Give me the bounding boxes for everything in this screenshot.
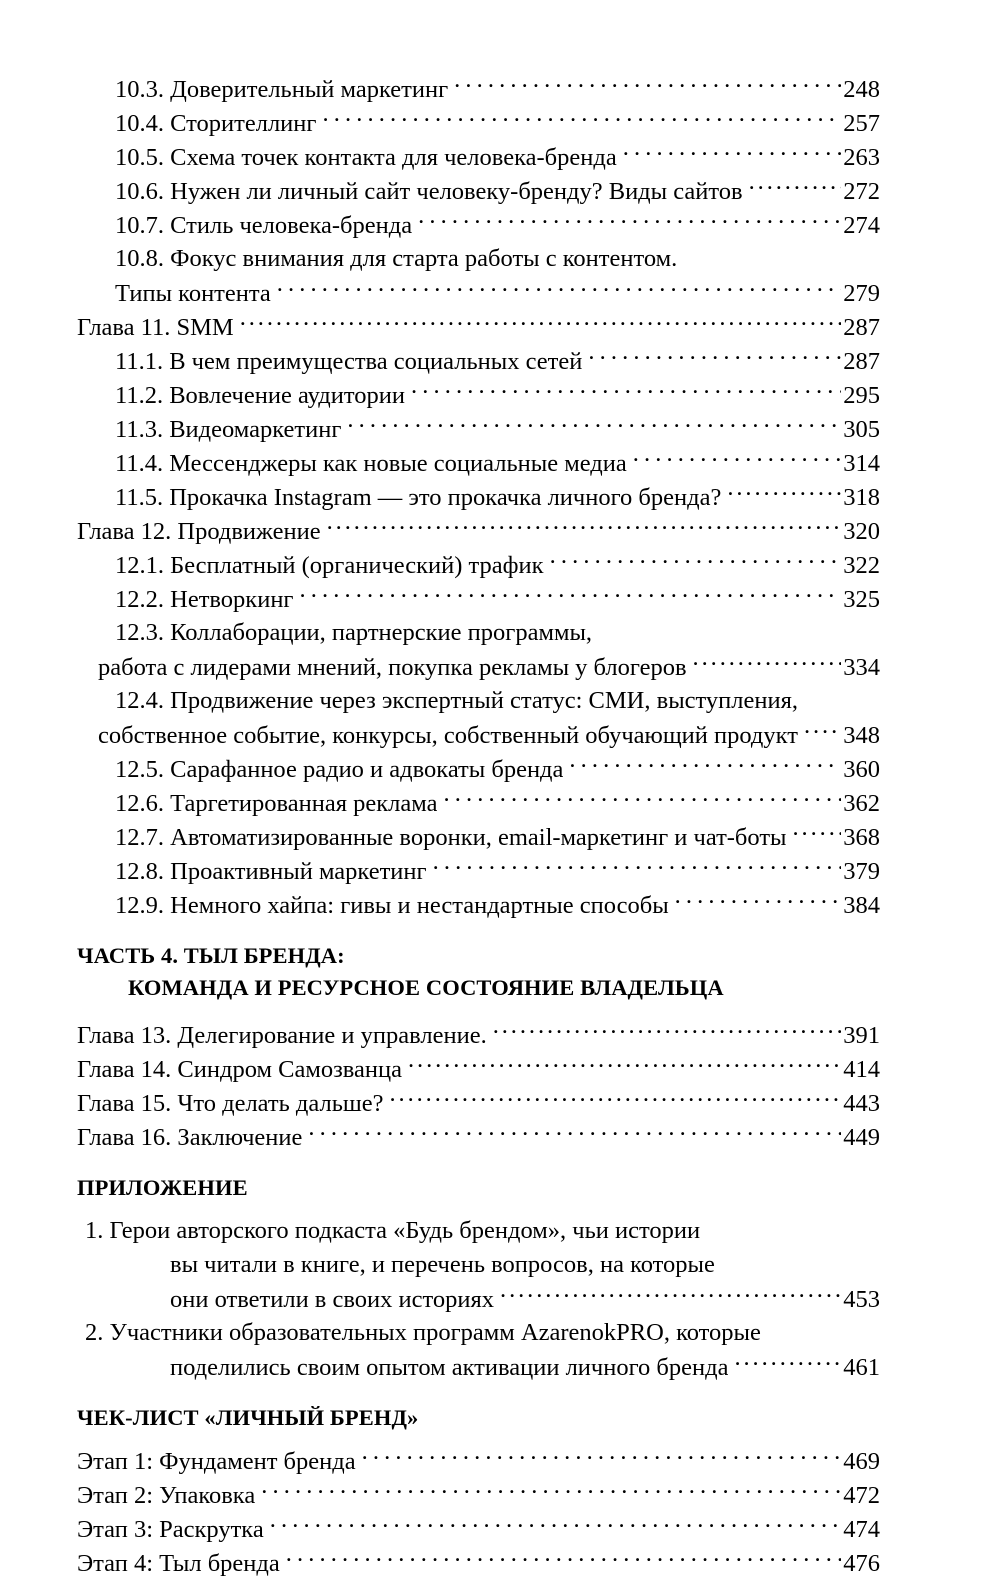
- dot-leader: [804, 718, 841, 743]
- toc-chapter-title: Глава 11. SMM: [77, 313, 234, 341]
- appendix-item-title: поделились своим опытом активации личного бренда: [170, 1353, 729, 1381]
- toc-entry[interactable]: [115, 446, 880, 480]
- toc-entry-title: 11.4. Мессенджеры как новые социальные медиа: [115, 449, 627, 477]
- toc-group-chapter-12: [0, 514, 1000, 922]
- checklist-item-title: Этап 2: Упаковка: [77, 1481, 256, 1509]
- dot-leader: [443, 786, 841, 811]
- toc-chapter-title: Глава 15. Что делать дальше?: [77, 1089, 384, 1117]
- toc-entry-page: 263: [843, 143, 880, 171]
- toc-entry[interactable]: [115, 344, 880, 378]
- toc-entry-title: 10.7. Стиль человека-бренда: [115, 211, 413, 239]
- toc-entry-page: 257: [843, 109, 880, 137]
- dot-leader: [240, 310, 842, 335]
- toc-entry-page: 305: [843, 415, 880, 443]
- toc-entry-page: 360: [843, 755, 880, 783]
- toc-entry-page: 368: [843, 823, 880, 851]
- toc-entry-title: 11.2. Вовлечение аудитории: [115, 381, 405, 409]
- toc-chapter-page: 414: [843, 1055, 880, 1083]
- toc-entry-title: 12.5. Сарафанное радио и адвокаты бренда: [115, 755, 564, 783]
- checklist-item-page: 476: [843, 1549, 880, 1577]
- toc-entry-title: 12.2. Нетворкинг: [115, 585, 294, 613]
- checklist-item-page: 469: [843, 1447, 880, 1475]
- toc-chapter-page: 391: [843, 1021, 880, 1049]
- toc-entry-title: 10.4. Сторителлинг: [115, 109, 317, 137]
- toc-chapter-heading[interactable]: [77, 1052, 880, 1086]
- checklist-item-title: Этап 1: Фундамент бренда: [77, 1447, 356, 1475]
- toc-entry[interactable]: [115, 106, 880, 140]
- appendix-item-line[interactable]: 2. Участники образовательных программ AzarenokPRO, которые: [85, 1319, 761, 1346]
- toc-entry-title: 10.6. Нужен ли личный сайт человеку-бренду? Виды сайтов: [115, 177, 743, 205]
- dot-leader: [793, 820, 842, 845]
- dot-leader: [277, 276, 841, 301]
- appendix-item-title: они ответили в своих историях: [170, 1285, 495, 1313]
- toc-entry-page: 318: [843, 483, 880, 511]
- appendix-item-page: 461: [843, 1353, 880, 1381]
- toc-chapter-title: Глава 16. Заключение: [77, 1123, 303, 1151]
- checklist-heading: ЧЕК-ЛИСТ «ЛИЧНЫЙ БРЕНД»: [77, 1405, 419, 1430]
- dot-leader: [286, 1546, 842, 1571]
- toc-entry-title: 12.6. Таргетированная реклама: [115, 789, 438, 817]
- checklist-section: [0, 1402, 1000, 1580]
- dot-leader: [727, 480, 841, 505]
- toc-entry-title: 11.1. В чем преимущества социальных сетей: [115, 347, 583, 375]
- toc-entry[interactable]: [115, 752, 880, 786]
- toc-chapter-page: 443: [843, 1089, 880, 1117]
- checklist-item-page: 474: [843, 1515, 880, 1543]
- toc-chapter-page: 449: [843, 1123, 880, 1151]
- appendix-section: [0, 1172, 1000, 1384]
- toc-chapter-heading[interactable]: [77, 1018, 880, 1052]
- toc-chapter-title: Глава 13. Делегирование и управление.: [77, 1021, 487, 1049]
- toc-entry-title: 12.7. Автоматизированные воронки, email-маркетинг и чат-боты: [115, 823, 787, 851]
- toc-entry[interactable]: [115, 820, 880, 854]
- dot-leader: [693, 650, 842, 675]
- toc-entry-page: 325: [843, 585, 880, 613]
- part-4-heading-line-2: КОМАНДА И РЕСУРСНОЕ СОСТОЯНИЕ ВЛАДЕЛЬЦА: [128, 975, 724, 1000]
- toc-chapter-heading[interactable]: [77, 1086, 880, 1120]
- dot-leader: [270, 1512, 842, 1537]
- dot-leader: [569, 752, 841, 777]
- toc-chapter-heading[interactable]: [77, 1120, 880, 1154]
- toc-chapter-title: Глава 12. Продвижение: [77, 517, 321, 545]
- toc-entry[interactable]: [115, 276, 880, 310]
- toc-entry-page: 295: [843, 381, 880, 409]
- checklist-item[interactable]: [77, 1444, 880, 1478]
- toc-entry[interactable]: [98, 718, 880, 752]
- toc-entry-page: 274: [843, 211, 880, 239]
- checklist-item-title: Этап 4: Тыл бренда: [77, 1549, 280, 1577]
- toc-entry-page: 334: [843, 653, 880, 681]
- dot-leader: [493, 1018, 842, 1043]
- toc-entry[interactable]: [98, 650, 880, 684]
- toc-entry[interactable]: [115, 480, 880, 514]
- toc-entry[interactable]: [115, 888, 880, 922]
- checklist-item-title: Этап 3: Раскрутка: [77, 1515, 264, 1543]
- toc-entry[interactable]: [115, 786, 880, 820]
- dot-leader: [588, 344, 841, 369]
- dot-leader: [308, 1120, 841, 1145]
- toc-chapter-heading[interactable]: [77, 514, 880, 548]
- dot-leader: [454, 72, 841, 97]
- dot-leader: [675, 888, 842, 913]
- checklist-item[interactable]: [77, 1478, 880, 1512]
- dot-leader: [327, 514, 842, 539]
- toc-chapter-page: 320: [843, 517, 880, 545]
- toc-entry-title: 10.5. Схема точек контакта для человека-бренда: [115, 143, 617, 171]
- toc-entry-continued[interactable]: 10.8. Фокус внимания для старта работы с контентом.: [115, 245, 678, 272]
- dot-leader: [408, 1052, 841, 1077]
- toc-entry-page: 279: [843, 279, 880, 307]
- toc-entry[interactable]: [115, 378, 880, 412]
- checklist-item[interactable]: [77, 1546, 880, 1580]
- appendix-item-line[interactable]: 1. Герои авторского подкаста «Будь брендом», чьи истории: [85, 1217, 701, 1244]
- toc-entry[interactable]: [115, 208, 880, 242]
- dot-leader: [322, 106, 841, 131]
- toc-entry[interactable]: [115, 140, 880, 174]
- dot-leader: [389, 1086, 841, 1111]
- toc-entry-page: 287: [843, 347, 880, 375]
- toc-entry-page: 348: [843, 721, 880, 749]
- toc-entry-page: 272: [843, 177, 880, 205]
- checklist-item[interactable]: [77, 1512, 880, 1546]
- toc-entry-title: Типы контента: [115, 279, 271, 307]
- toc-entry-page: 322: [843, 551, 880, 579]
- toc-entry-continued[interactable]: 12.3. Коллаборации, партнерские программы,: [115, 619, 593, 646]
- toc-chapter-title: Глава 14. Синдром Самозванца: [77, 1055, 402, 1083]
- toc-chapter-heading[interactable]: [77, 310, 880, 344]
- toc-entry-title: 10.3. Доверительный маркетинг: [115, 75, 449, 103]
- toc-entry-page: 379: [843, 857, 880, 885]
- toc-body: [0, 72, 1000, 1580]
- toc-entry-page: 248: [843, 75, 880, 103]
- toc-entry[interactable]: [115, 412, 880, 446]
- toc-entry[interactable]: [115, 582, 880, 616]
- toc-entry[interactable]: [115, 548, 880, 582]
- checklist-item-page: 472: [843, 1481, 880, 1509]
- toc-entry[interactable]: [115, 72, 880, 106]
- appendix-item-page: 453: [843, 1285, 880, 1313]
- toc-entry-page: 384: [843, 891, 880, 919]
- appendix-heading: ПРИЛОЖЕНИЕ: [77, 1175, 248, 1200]
- toc-entry-title: 12.8. Проактивный маркетинг: [115, 857, 427, 885]
- dot-leader: [299, 582, 841, 607]
- dot-leader: [633, 446, 842, 471]
- dot-leader: [418, 208, 841, 233]
- dot-leader: [433, 854, 842, 879]
- toc-chapter-page: 287: [843, 313, 880, 341]
- appendix-item-line[interactable]: [170, 1350, 880, 1384]
- toc-entry-continued[interactable]: 12.4. Продвижение через экспертный статус: СМИ, выступления,: [115, 687, 798, 714]
- toc-group-chapter-11: [0, 310, 1000, 514]
- dot-leader: [550, 548, 842, 573]
- toc-group-chapter-10: [0, 72, 1000, 310]
- dot-leader: [411, 378, 841, 403]
- appendix-item-line[interactable]: [170, 1282, 880, 1316]
- toc-entry-page: 314: [843, 449, 880, 477]
- toc-entry-title: 12.9. Немного хайпа: гивы и нестандартные способы: [115, 891, 669, 919]
- toc-entry-title: работа с лидерами мнений, покупка рекламы у блогеров: [98, 653, 687, 681]
- toc-entry-title: 12.1. Бесплатный (органический) трафик: [115, 551, 544, 579]
- dot-leader: [500, 1282, 841, 1307]
- dot-leader: [362, 1444, 842, 1469]
- toc-entry-title: 11.5. Прокачка Instagram — это прокачка личного бренда?: [115, 483, 722, 511]
- appendix-item-line[interactable]: вы читали в книге, и перечень вопросов, на которые: [170, 1251, 715, 1278]
- dot-leader: [734, 1350, 841, 1375]
- dot-leader: [347, 412, 841, 437]
- toc-entry[interactable]: [115, 174, 880, 208]
- part-4-section: [0, 940, 1000, 1154]
- toc-entry-page: 362: [843, 789, 880, 817]
- toc-entry-title: 11.3. Видеомаркетинг: [115, 415, 342, 443]
- toc-entry[interactable]: [115, 854, 880, 888]
- dot-leader: [623, 140, 842, 165]
- dot-leader: [749, 174, 842, 199]
- toc-entry-title: собственное событие, конкурсы, собственный обучающий продукт: [98, 721, 798, 749]
- part-4-heading-line-1: ЧАСТЬ 4. ТЫЛ БРЕНДА:: [77, 943, 345, 968]
